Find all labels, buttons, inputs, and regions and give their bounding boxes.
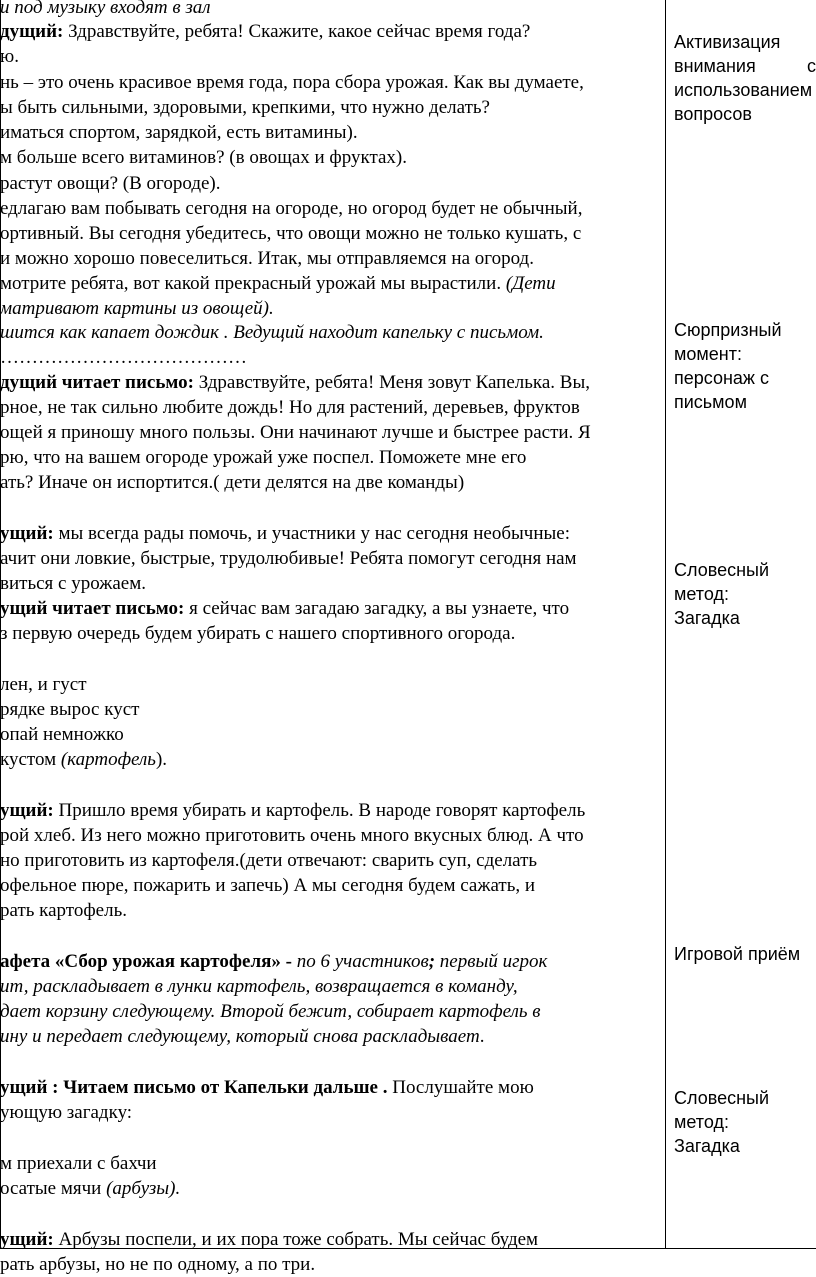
text-line xyxy=(0,321,544,345)
text-run: ущий: xyxy=(0,800,59,821)
text-line xyxy=(0,421,591,445)
text-line xyxy=(0,950,547,974)
text-line xyxy=(0,622,515,646)
text-run: шится как капает дождик . Ведущий находит капельку с письмом. xyxy=(0,322,544,343)
text-line xyxy=(0,673,87,697)
text-run: по 6 участников xyxy=(296,951,429,972)
method-note-text: метод: xyxy=(674,1112,729,1132)
text-line xyxy=(0,1152,157,1176)
method-note-text: использованием xyxy=(674,80,813,100)
method-note-text: Загадка xyxy=(674,608,740,628)
text-line xyxy=(0,0,211,20)
text-run: мы всегда рады помочь, и участники у нас сегодня необычные: xyxy=(58,523,570,544)
text-run: дает корзину следующему. Второй бежит, собирает картофель в xyxy=(0,1001,541,1022)
text-run: ущий : Читаем письмо от Капельки дальше . xyxy=(0,1077,393,1098)
text-line xyxy=(0,698,139,722)
text-line xyxy=(0,874,535,898)
method-note-line xyxy=(674,342,742,366)
text-run: ортивный. Вы сегодня убедитесь, что овощи можно не только кушать, с xyxy=(0,223,582,244)
text-line xyxy=(0,547,577,571)
text-line xyxy=(0,1101,132,1125)
method-note-line xyxy=(674,366,769,390)
text-run: Здравствуйте, ребята! Скажите, какое сейчас время года? xyxy=(68,21,531,42)
text-run: ину и передает следующему, который снова раскладывает xyxy=(0,1026,480,1047)
text-line xyxy=(0,723,124,747)
text-run: но приготовить из картофеля.(дети отвечают: сварить суп, сделать xyxy=(0,850,538,871)
text-run: я сейчас вам загадаю загадку, а вы узнаете, что xyxy=(189,598,570,619)
text-line xyxy=(0,1228,538,1252)
method-note-line xyxy=(674,318,782,342)
text-run: ощей я приношу много пользы. Они начинают лучше и быстрее расти. Я xyxy=(0,422,591,443)
text-run: нь – это очень красивое время года, пора сбора урожая. Как вы думаете, xyxy=(0,72,584,93)
text-run: (картофель xyxy=(60,749,156,770)
text-run: лен, и густ xyxy=(0,674,87,695)
method-note-text: письмом xyxy=(674,392,747,412)
text-line xyxy=(0,471,464,495)
text-line xyxy=(0,172,221,196)
text-line xyxy=(0,371,590,395)
method-note-text: Загадка xyxy=(674,1136,740,1156)
text-run: . xyxy=(479,1026,485,1047)
method-note-line xyxy=(674,942,800,966)
text-line xyxy=(0,597,569,621)
text-run: опай немножко xyxy=(0,724,124,745)
method-note-line xyxy=(674,102,752,126)
method-note-text: Активизация xyxy=(674,32,781,52)
text-line xyxy=(0,222,581,246)
text-run: офельное пюре, пожарить и запечь) А мы сегодня будем сажать, и xyxy=(0,875,536,896)
method-note-text: Словесный xyxy=(674,560,770,580)
text-run: афета «Сбор урожая картофеля» - xyxy=(0,951,297,972)
method-note-line xyxy=(674,30,780,54)
text-run: м приехали с бахчи xyxy=(0,1153,157,1174)
text-run: дущий: xyxy=(0,21,69,42)
text-line xyxy=(0,1253,315,1277)
method-note-text: вопросов xyxy=(674,104,752,124)
table-column-divider xyxy=(665,0,666,1248)
text-run: мотрите ребята, вот какой прекрасный урожай мы вырастили. xyxy=(0,273,506,294)
text-run: виться с урожаем. xyxy=(0,573,147,594)
text-run: ущий читает письмо: xyxy=(0,598,190,619)
method-note-text: Словесный xyxy=(674,1088,770,1108)
text-line xyxy=(0,1076,534,1100)
text-run: растут овощи? (В огороде). xyxy=(0,173,221,194)
text-line xyxy=(0,45,19,69)
text-line xyxy=(0,799,585,823)
text-line xyxy=(0,849,537,873)
method-note-line xyxy=(674,1134,740,1158)
method-note-line xyxy=(674,606,740,630)
text-line xyxy=(0,96,490,120)
text-line xyxy=(0,572,146,596)
text-line xyxy=(0,346,247,370)
text-line xyxy=(0,71,584,95)
text-run: Арбузы поспели, и их пора тоже собрать. Мы сейчас будем xyxy=(58,1229,539,1250)
text-run: (Дети xyxy=(505,273,556,294)
method-note-text: Сюрпризный xyxy=(674,320,782,340)
text-line xyxy=(0,899,127,923)
method-note-text: момент: xyxy=(674,344,742,364)
text-line xyxy=(0,522,570,546)
text-line xyxy=(0,824,584,848)
text-run: кустом xyxy=(0,749,61,770)
method-note-text: метод: xyxy=(674,584,729,604)
text-run: з первую очередь будем убирать с нашего спортивного огорода. xyxy=(0,623,516,644)
text-run: иматься спортом, зарядкой, есть витамины). xyxy=(0,122,358,143)
text-line xyxy=(0,1000,541,1024)
text-line xyxy=(0,748,167,772)
text-line xyxy=(0,197,582,221)
text-run: осатые мячи xyxy=(0,1178,107,1199)
text-run: ачит они ловкие, быстрые, трудолюбивые! Ребята помогут сегодня нам xyxy=(0,548,577,569)
method-notes-column xyxy=(674,0,816,1256)
text-line xyxy=(0,121,358,145)
text-run: матривают картины из овощей). xyxy=(0,298,274,319)
method-note-text: Игровой приём xyxy=(674,944,801,964)
method-note-line xyxy=(674,558,769,582)
text-run: ущий: xyxy=(0,1229,59,1250)
text-run: ; xyxy=(428,951,440,972)
method-note-line xyxy=(674,54,816,78)
text-run: Здравствуйте, ребята! Меня зовут Капелька. Вы, xyxy=(198,372,590,393)
text-run: ). xyxy=(155,749,168,770)
text-run: рю, что на вашем огороде урожай уже поспел. Поможете мне его xyxy=(0,447,527,468)
text-run: ущий: xyxy=(0,523,59,544)
text-line xyxy=(0,396,580,420)
text-run: ит, раскладывает в лунки картофель, возвращается в команду, xyxy=(0,976,518,997)
text-run: и под музыку входят в зал xyxy=(0,0,211,18)
text-run: первый игрок xyxy=(439,951,548,972)
text-run: едлагаю вам побывать сегодня на огороде, но огород будет не обычный, xyxy=(0,198,583,219)
text-run: ать? Иначе он испортится.( дети делятся на две команды) xyxy=(0,472,465,493)
method-note-line xyxy=(674,78,812,102)
text-run: ующую загадку: xyxy=(0,1102,133,1123)
text-line xyxy=(0,1025,484,1049)
text-run: рядке вырос куст xyxy=(0,699,140,720)
method-note-line xyxy=(674,582,729,606)
text-run: (арбузы). xyxy=(106,1178,181,1199)
method-note-text: внимания xyxy=(674,56,756,76)
text-line xyxy=(0,975,518,999)
text-run: дущий читает письмо: xyxy=(0,372,199,393)
text-run: рать картофель. xyxy=(0,900,127,921)
text-run: ………………………………… xyxy=(0,347,247,368)
text-run: Послушайте мою xyxy=(392,1077,534,1098)
text-run: рой хлеб. Из него можно приготовить очень много вкусных блюд. А что xyxy=(0,825,584,846)
text-run: и можно хорошо повеселиться. Итак, мы отправляемся на огород. xyxy=(0,248,534,269)
text-run: ю. xyxy=(0,46,19,67)
text-line xyxy=(0,297,274,321)
method-note-text: с xyxy=(807,56,816,76)
text-run: м больше всего витаминов? (в овощах и фруктах). xyxy=(0,147,408,168)
text-line xyxy=(0,146,407,170)
text-run: рное, не так сильно любите дождь! Но для растений, деревьев, фруктов xyxy=(0,397,580,418)
method-note-line xyxy=(674,390,747,414)
text-line xyxy=(0,247,534,271)
text-run: Пришло время убирать и картофель. В народе говорят картофель xyxy=(58,800,586,821)
text-line xyxy=(0,20,530,44)
text-run: рать арбузы, но не по одному, а по три. xyxy=(0,1254,316,1275)
method-note-line xyxy=(674,1110,729,1134)
text-line xyxy=(0,1177,180,1201)
method-note-line xyxy=(674,1086,769,1110)
text-line xyxy=(0,272,556,296)
method-note-text: персонаж с xyxy=(674,368,769,388)
text-line xyxy=(0,446,526,470)
text-run: ы быть сильными, здоровыми, крепкими, что нужно делать? xyxy=(0,97,490,118)
